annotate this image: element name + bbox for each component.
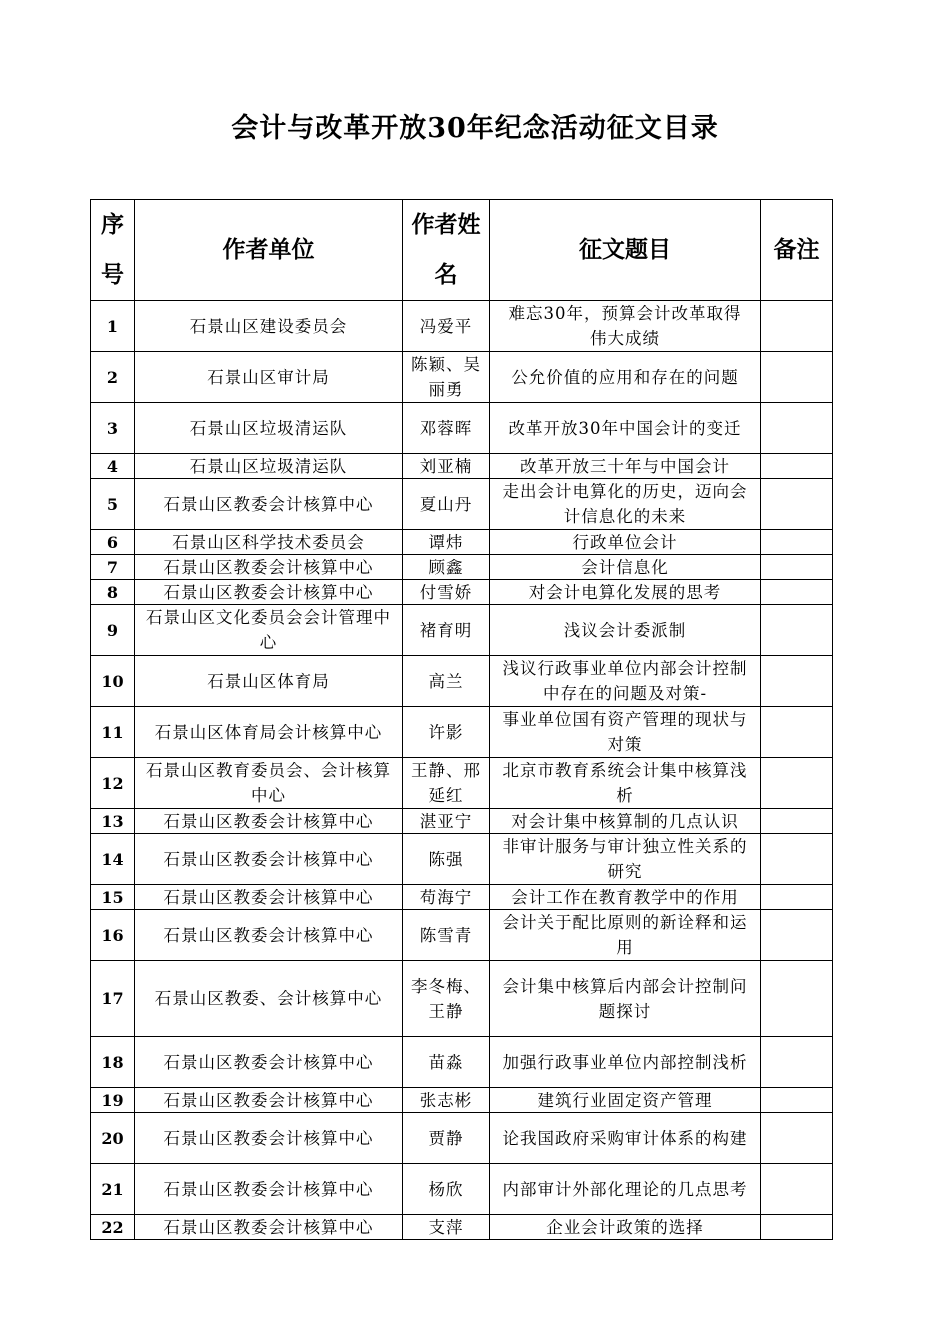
row-seq: 18: [91, 1037, 135, 1088]
row-author: 陈雪青: [403, 910, 490, 961]
row-remark: [761, 910, 833, 961]
row-author: 王静、邢延红: [403, 758, 490, 809]
row-unit: 石景山区教委会计核算中心: [135, 910, 403, 961]
row-remark: [761, 656, 833, 707]
table-row: [91, 707, 833, 758]
row-unit: 石景山区教委会计核算中心: [135, 809, 403, 834]
row-topic: 走出会计电算化的历史，迈向会计信息化的未来: [490, 479, 761, 530]
row-topic: 建筑行业固定资产管理: [490, 1088, 761, 1113]
row-unit: 石景山区建设委员会: [135, 301, 403, 352]
table-row: [91, 1088, 833, 1113]
row-remark: [761, 961, 833, 1037]
row-author: 陈强: [403, 834, 490, 885]
table-row: [91, 1113, 833, 1164]
row-remark: [761, 758, 833, 809]
row-author: 李冬梅、王静: [403, 961, 490, 1037]
row-remark: [761, 1037, 833, 1088]
row-seq: 5: [91, 479, 135, 530]
header-unit: 作者单位: [135, 200, 403, 301]
row-unit: 石景山区教委、会计核算中心: [135, 961, 403, 1037]
row-unit: 石景山区审计局: [135, 352, 403, 403]
row-author: 杨欣: [403, 1164, 490, 1215]
row-topic: 内部审计外部化理论的几点思考: [490, 1164, 761, 1215]
row-unit: 石景山区教委会计核算中心: [135, 580, 403, 605]
row-seq: 11: [91, 707, 135, 758]
table-row: [91, 758, 833, 809]
row-seq: 1: [91, 301, 135, 352]
row-author: 夏山丹: [403, 479, 490, 530]
table-row: [91, 656, 833, 707]
row-unit: 石景山区教委会计核算中心: [135, 1037, 403, 1088]
row-topic: 浅议行政事业单位内部会计控制中存在的问题及对策-: [490, 656, 761, 707]
row-seq: 8: [91, 580, 135, 605]
row-unit: 石景山区教委会计核算中心: [135, 885, 403, 910]
row-topic: 会计集中核算后内部会计控制问题探讨: [490, 961, 761, 1037]
row-author: 张志彬: [403, 1088, 490, 1113]
row-author: 苟海宁: [403, 885, 490, 910]
row-topic: 会计关于配比原则的新诠释和运用: [490, 910, 761, 961]
row-author: 贾静: [403, 1113, 490, 1164]
table-row: [91, 910, 833, 961]
table-row: [91, 555, 833, 580]
row-remark: [761, 1164, 833, 1215]
row-topic: 改革开放30年中国会计的变迁: [490, 403, 761, 454]
table-row: [91, 1215, 833, 1240]
table-body: [91, 301, 833, 1240]
row-unit: 石景山区垃圾清运队: [135, 403, 403, 454]
row-seq: 4: [91, 454, 135, 479]
table-row: [91, 580, 833, 605]
row-unit: 石景山区科学技术委员会: [135, 530, 403, 555]
row-topic: 改革开放三十年与中国会计: [490, 454, 761, 479]
row-topic: 对会计集中核算制的几点认识: [490, 809, 761, 834]
row-seq: 16: [91, 910, 135, 961]
row-topic: 论我国政府采购审计体系的构建: [490, 1113, 761, 1164]
row-seq: 19: [91, 1088, 135, 1113]
row-unit: 石景山区教委会计核算中心: [135, 1215, 403, 1240]
row-remark: [761, 1113, 833, 1164]
table-row: [91, 809, 833, 834]
row-unit: 石景山区文化委员会会计管理中心: [135, 605, 403, 656]
row-author: 许影: [403, 707, 490, 758]
row-unit: 石景山区体育局: [135, 656, 403, 707]
row-remark: [761, 885, 833, 910]
row-author: 谭炜: [403, 530, 490, 555]
row-author: 支萍: [403, 1215, 490, 1240]
row-topic: 会计信息化: [490, 555, 761, 580]
table-row: [91, 885, 833, 910]
table-row: [91, 479, 833, 530]
row-seq: 21: [91, 1164, 135, 1215]
row-topic: 事业单位国有资产管理的现状与对策: [490, 707, 761, 758]
row-unit: 石景山区教委会计核算中心: [135, 555, 403, 580]
row-topic: 对会计电算化发展的思考: [490, 580, 761, 605]
row-topic: 企业会计政策的选择: [490, 1215, 761, 1240]
row-unit: 石景山区教委会计核算中心: [135, 1088, 403, 1113]
row-unit: 石景山区垃圾清运队: [135, 454, 403, 479]
row-remark: [761, 479, 833, 530]
row-remark: [761, 605, 833, 656]
row-topic: 行政单位会计: [490, 530, 761, 555]
row-author: 高兰: [403, 656, 490, 707]
row-author: 湛亚宁: [403, 809, 490, 834]
row-topic: 公允价值的应用和存在的问题: [490, 352, 761, 403]
row-seq: 9: [91, 605, 135, 656]
table-row: [91, 352, 833, 403]
row-remark: [761, 352, 833, 403]
row-remark: [761, 809, 833, 834]
row-seq: 10: [91, 656, 135, 707]
row-remark: [761, 454, 833, 479]
row-remark: [761, 555, 833, 580]
row-author: 顾鑫: [403, 555, 490, 580]
row-seq: 6: [91, 530, 135, 555]
row-topic: 浅议会计委派制: [490, 605, 761, 656]
row-remark: [761, 530, 833, 555]
row-seq: 20: [91, 1113, 135, 1164]
row-seq: 12: [91, 758, 135, 809]
row-author: 陈颖、吴丽勇: [403, 352, 490, 403]
row-topic: 难忘30年，预算会计改革取得伟大成绩: [490, 301, 761, 352]
row-unit: 石景山区教委会计核算中心: [135, 834, 403, 885]
row-remark: [761, 1088, 833, 1113]
table-row: [91, 301, 833, 352]
header-remark: 备注: [761, 200, 833, 301]
table-row: [91, 834, 833, 885]
table-row: [91, 403, 833, 454]
page-title: 会计与改革开放30年纪念活动征文目录: [231, 113, 719, 144]
row-seq: 2: [91, 352, 135, 403]
row-author: 冯爱平: [403, 301, 490, 352]
essay-table: [90, 199, 833, 1240]
row-topic: 非审计服务与审计独立性关系的研究: [490, 834, 761, 885]
table-header-row: [91, 200, 833, 301]
header-topic: 征文题目: [490, 200, 761, 301]
row-remark: [761, 580, 833, 605]
row-unit: 石景山区教委会计核算中心: [135, 1164, 403, 1215]
row-topic: 北京市教育系统会计集中核算浅析: [490, 758, 761, 809]
row-unit: 石景山区教委会计核算中心: [135, 479, 403, 530]
row-remark: [761, 301, 833, 352]
row-seq: 7: [91, 555, 135, 580]
row-remark: [761, 403, 833, 454]
table-row: [91, 1164, 833, 1215]
row-remark: [761, 834, 833, 885]
row-topic: 加强行政事业单位内部控制浅析: [490, 1037, 761, 1088]
row-remark: [761, 1215, 833, 1240]
row-seq: 22: [91, 1215, 135, 1240]
row-seq: 17: [91, 961, 135, 1037]
row-seq: 14: [91, 834, 135, 885]
row-author: 邓蓉晖: [403, 403, 490, 454]
row-seq: 13: [91, 809, 135, 834]
row-author: 付雪娇: [403, 580, 490, 605]
row-author: 褚育明: [403, 605, 490, 656]
header-author: 作者姓名: [403, 200, 490, 301]
row-topic: 会计工作在教育教学中的作用: [490, 885, 761, 910]
row-author: 苗淼: [403, 1037, 490, 1088]
row-author: 刘亚楠: [403, 454, 490, 479]
table-row: [91, 1037, 833, 1088]
row-unit: 石景山区体育局会计核算中心: [135, 707, 403, 758]
header-seq: 序号: [91, 200, 135, 301]
row-seq: 15: [91, 885, 135, 910]
row-unit: 石景山区教育委员会、会计核算中心: [135, 758, 403, 809]
table-row: [91, 530, 833, 555]
row-remark: [761, 707, 833, 758]
table-row: [91, 454, 833, 479]
row-seq: 3: [91, 403, 135, 454]
row-unit: 石景山区教委会计核算中心: [135, 1113, 403, 1164]
table-row: [91, 605, 833, 656]
table-row: [91, 961, 833, 1037]
